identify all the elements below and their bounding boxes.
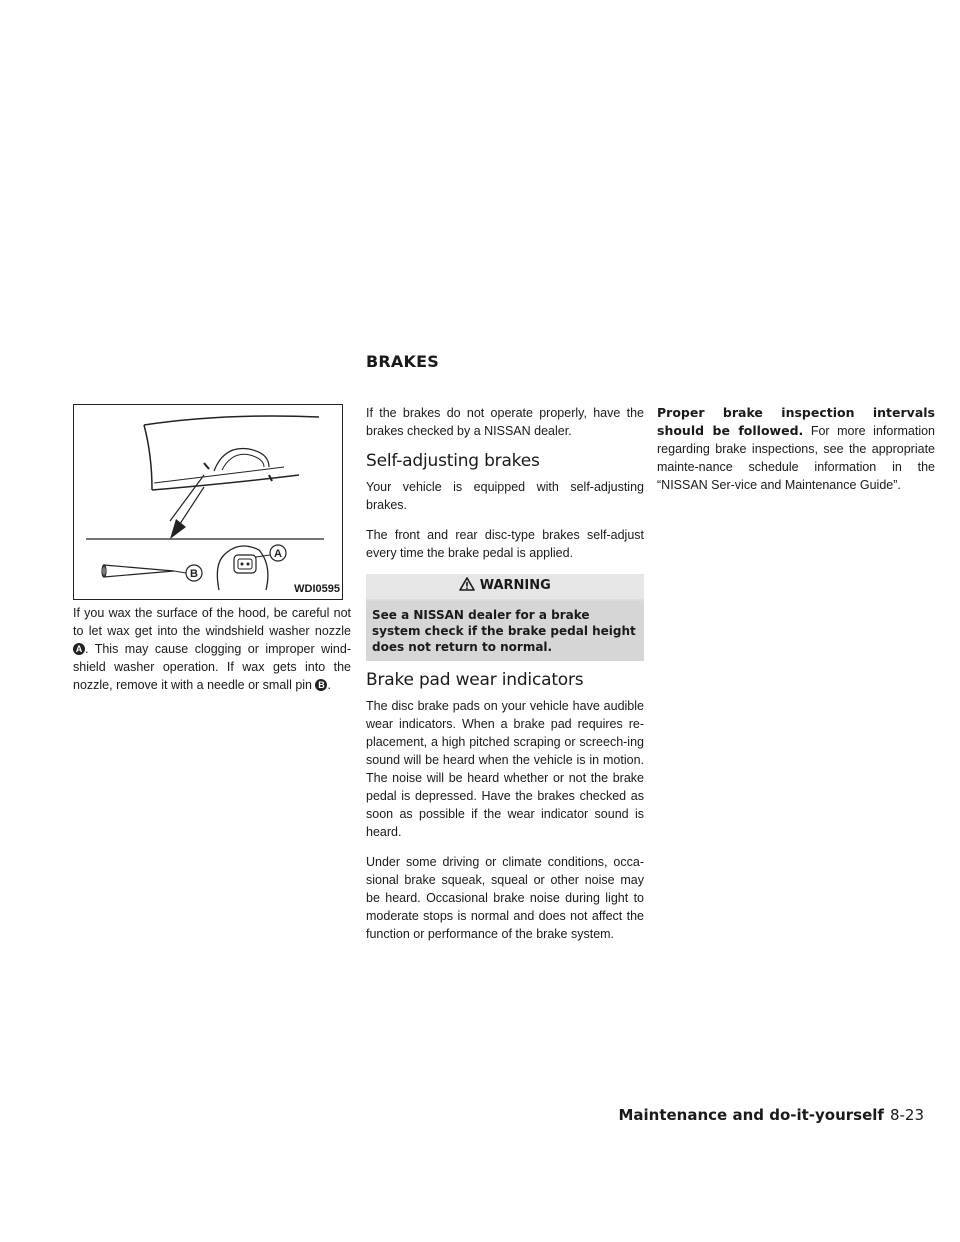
warning-box (366, 574, 644, 661)
heading-pad-wear: Brake pad wear indicators (366, 670, 584, 690)
pad-wear-p2: Under some driving or climate conditions, occa-sional brake squeak, squeal or other noise may be heard. Occasional brake noise during light to moderate stops is normal and does not affect the function or performance of the brake system. (366, 855, 644, 941)
self-adjusting-p2: The front and rear disc-type brakes self-adjust every time the brake pedal is applied. (366, 528, 644, 560)
hood-nozzle-illustration (74, 405, 342, 599)
brakes-intro: If the brakes do not operate properly, have the brakes checked by a NISSAN dealer. (366, 406, 644, 438)
warning-header (366, 574, 644, 599)
column-1 (73, 404, 351, 706)
page-footer (618, 1106, 924, 1124)
text-fragment: . (327, 678, 331, 692)
inspection-paragraph (657, 404, 935, 494)
text-fragment: If you wax the surface of the hood, be careful not to let wax get into the windshield washer nozzle (73, 606, 351, 638)
warning-icon (459, 577, 475, 591)
heading-self-adjusting: Self-adjusting brakes (366, 451, 540, 471)
section-title: BRAKES (366, 352, 439, 371)
marker-b: B (315, 679, 327, 691)
chapter-title: Maintenance and do-it-yourself (618, 1106, 884, 1124)
callout-a: A (274, 548, 282, 560)
inspection-rest: For more information regarding brake inspections, see the appropriate mainte-nance schedule information in the “NISSAN Ser-vice and Maintenance Guide”. (657, 424, 936, 492)
figure-label: WDI0595 (294, 583, 340, 595)
pad-wear-p1: The disc brake pads on your vehicle have audible wear indicators. When a brake pad requires re-placement, a high pitched scraping or screech-ing sound will be heard when the vehicle is in motion. The noise will be heard whether or not the brake pedal is depressed. Have the brakes checked as soon as possible if the wear indicator sound is heard. (366, 699, 644, 839)
column-3 (657, 404, 935, 506)
wax-paragraph (73, 604, 351, 694)
self-adjusting-p1: Your vehicle is equipped with self-adjusting brakes. (366, 480, 644, 512)
marker-a: A (73, 643, 85, 655)
callout-b: B (190, 568, 198, 580)
washer-nozzle-figure (73, 404, 343, 600)
text-fragment: . This may cause clogging or improper wind-shield washer operation. If wax gets into the nozzle, remove it with a needle or small pin (73, 642, 351, 692)
column-2 (366, 404, 644, 955)
warning-title: WARNING (479, 578, 551, 593)
warning-text: See a NISSAN dealer for a brake system check if the brake pedal height does not return to normal. (366, 601, 644, 661)
page-number: 8-23 (889, 1106, 924, 1124)
inspection-bold: Proper brake inspection intervals should be followed. (657, 405, 935, 438)
